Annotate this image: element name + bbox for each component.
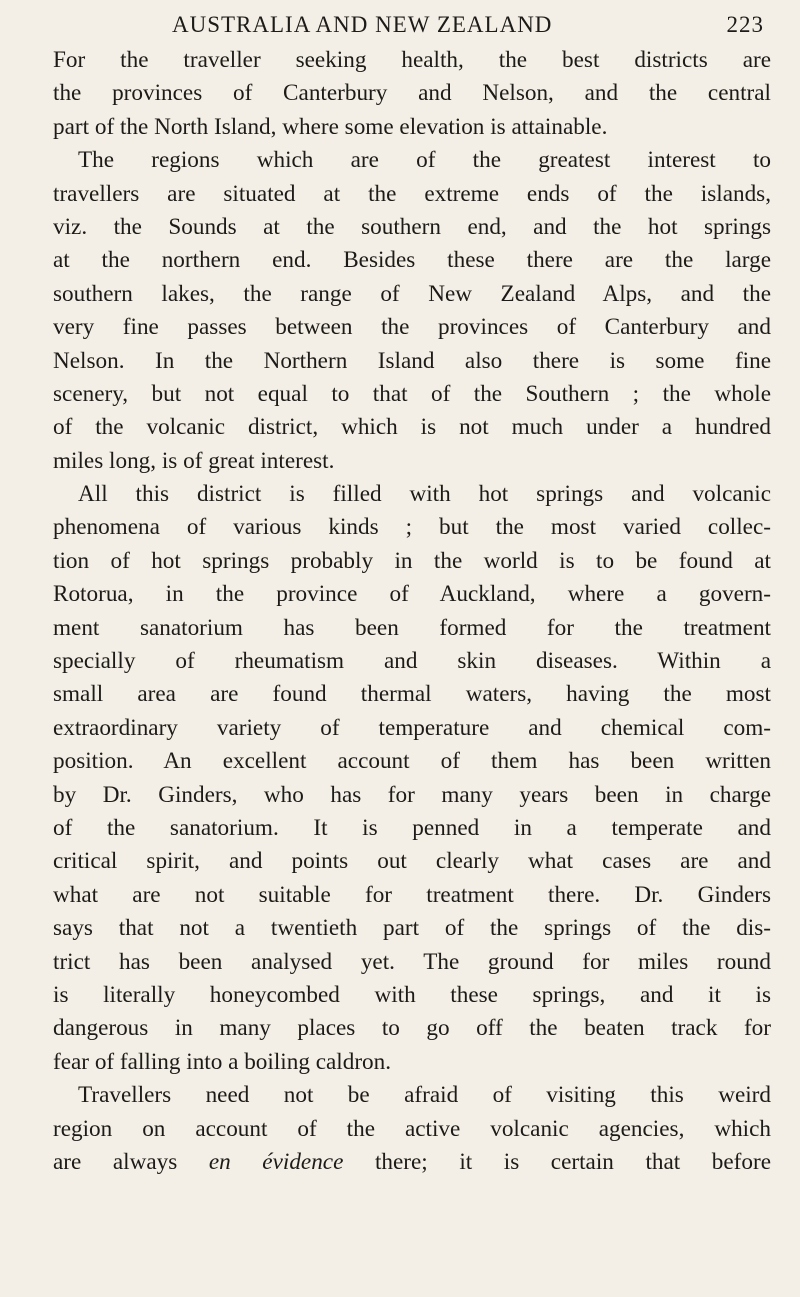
text-line: travellers are situated at the extreme ends of the islands, <box>53 180 771 207</box>
text-line: tion of hot springs probably in the world is to be found at <box>53 547 771 574</box>
text-line: trict has been analysed yet. The ground for miles round <box>53 948 771 975</box>
text-line: of the volcanic district, which is not much under a hundred <box>53 414 771 441</box>
text-line: at the northern end. Besides these there are the large <box>53 247 771 274</box>
body-text <box>53 44 771 1179</box>
text-line: fear of falling into a boiling caldron. <box>53 1048 392 1075</box>
text-line: what are not suitable for treatment there. Dr. Ginders <box>53 881 771 908</box>
text-line: southern lakes, the range of New Zealand Alps, and the <box>53 280 771 307</box>
text-line: region on account of the active volcanic agencies, which <box>53 1115 771 1142</box>
page-number: 223 <box>726 12 764 37</box>
text-line: by Dr. Ginders, who has for many years been in charge <box>53 781 771 808</box>
text-line: ment sanatorium has been formed for the treatment <box>53 614 771 641</box>
text-line: The regions which are of the greatest interest to <box>78 147 771 174</box>
text-line: All this district is filled with hot springs and volcanic <box>78 481 771 508</box>
text-line: extraordinary variety of temperature and chemical com- <box>53 714 771 741</box>
text-line: says that not a twentieth part of the springs of the dis- <box>53 915 771 942</box>
page-header <box>52 12 764 42</box>
text-line: very fine passes between the provinces of Canterbury and <box>53 314 771 341</box>
text-run: there; it is certain that before <box>374 1148 771 1175</box>
text-line: the provinces of Canterbury and Nelson, and the central <box>53 80 771 107</box>
text-line: phenomena of various kinds ; but the most varied collec- <box>53 514 771 541</box>
italic-phrase: en évidence <box>208 1148 344 1175</box>
text-line: of the sanatorium. It is penned in a temperate and <box>53 814 771 841</box>
text-line: For the traveller seeking health, the best districts are <box>53 47 771 73</box>
text-line: viz. the Sounds at the southern end, and the hot springs <box>53 213 771 240</box>
running-head: AUSTRALIA AND NEW ZEALAND <box>172 12 553 37</box>
text-line: part of the North Island, where some elevation is attainable. <box>53 113 608 140</box>
text-run: are always <box>53 1148 178 1175</box>
text-line: Travellers need not be afraid of visiting this weird <box>78 1082 771 1109</box>
text-line: is literally honeycombed with these springs, and it is <box>53 981 771 1008</box>
text-line: dangerous in many places to go off the beaten track for <box>53 1015 771 1042</box>
text-line: critical spirit, and points out clearly what cases are and <box>53 848 771 875</box>
text-line: scenery, but not equal to that of the Southern ; the whole <box>53 380 771 407</box>
text-line-final <box>53 1146 771 1179</box>
text-line: Nelson. In the Northern Island also there is some fine <box>53 347 771 374</box>
text-line: position. An excellent account of them has been written <box>53 748 771 775</box>
text-line: Rotorua, in the province of Auckland, where a govern- <box>53 581 771 608</box>
text-line: small area are found thermal waters, having the most <box>53 681 771 708</box>
text-line: specially of rheumatism and skin diseases. Within a <box>53 648 771 675</box>
text-line: miles long, is of great interest. <box>53 447 335 474</box>
